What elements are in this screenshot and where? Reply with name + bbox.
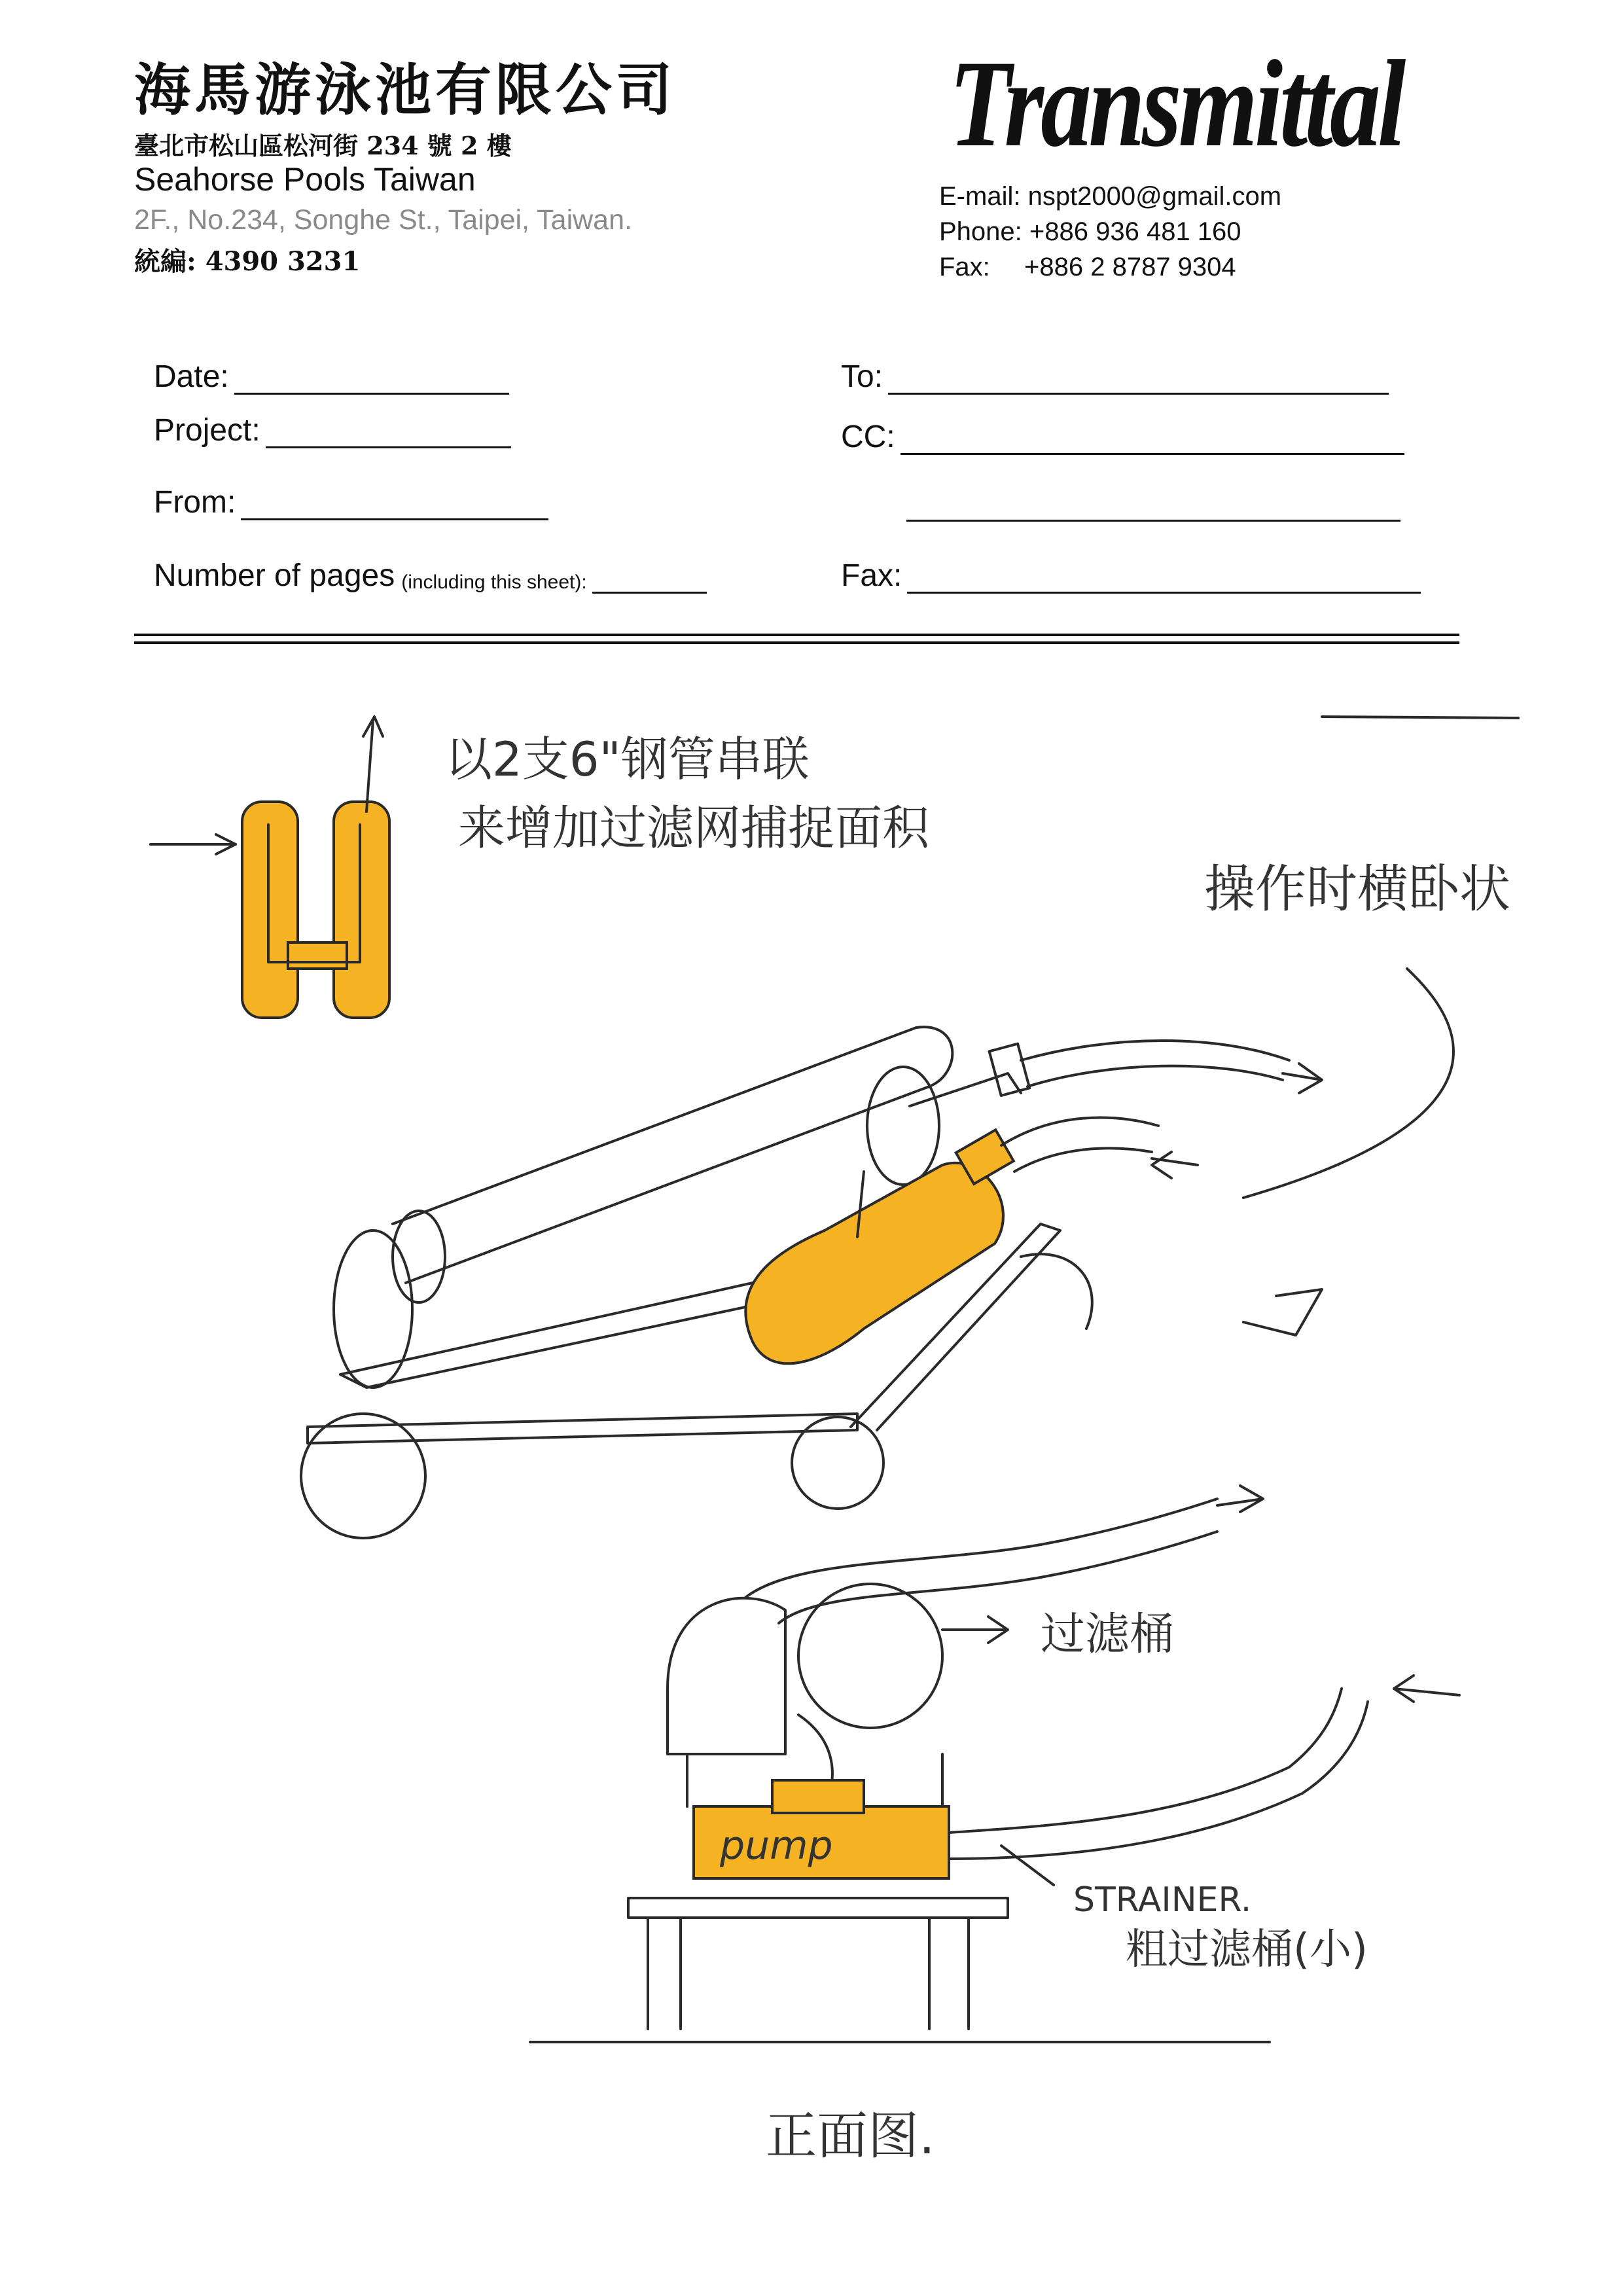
fax-input-line[interactable]	[907, 563, 1421, 594]
cc-field-extra	[906, 491, 1400, 522]
pages-note: (including this sheet):	[401, 571, 587, 593]
label-strainer-cn: 粗过滤桶(小)	[1126, 1926, 1368, 1974]
to-input-line[interactable]	[888, 364, 1389, 395]
fax-field	[841, 558, 1421, 594]
hand-sketch	[0, 655, 1623, 2296]
project-label: Project:	[154, 413, 260, 448]
date-field	[154, 359, 509, 395]
twin-pipe-sketch	[151, 717, 389, 1018]
contact-fax-number: +886 2 8787 9304	[1024, 253, 1236, 281]
fax-field-label: Fax:	[841, 558, 902, 593]
cc-field	[841, 419, 1404, 455]
tax-id: 統編: 4390 3231	[134, 246, 361, 277]
to-label: To:	[841, 359, 883, 394]
note-top-line2: 来增加过滤网捕捉面积	[458, 800, 930, 855]
header-divider-bottom	[134, 641, 1459, 644]
cc-input-line[interactable]	[901, 424, 1404, 455]
company-address-chinese: 臺北市松山區松河街 234 號 2 樓	[134, 131, 512, 160]
project-input-line[interactable]	[266, 418, 511, 448]
date-input-line[interactable]	[234, 364, 509, 395]
pages-label: Number of pages	[154, 558, 395, 593]
header-divider-top	[134, 634, 1459, 636]
stray-line	[1322, 717, 1518, 718]
company-name-chinese: 海馬游泳池有限公司	[134, 57, 676, 123]
to-field	[841, 359, 1389, 395]
cc-label: CC:	[841, 420, 895, 454]
company-name-english: Seahorse Pools Taiwan	[134, 161, 476, 198]
note-right-leader	[1243, 969, 1454, 1198]
project-field	[154, 412, 511, 448]
from-input-line[interactable]	[241, 490, 548, 520]
pages-field	[154, 558, 707, 594]
contact-email: E-mail: nspt2000@gmail.com	[939, 182, 1282, 211]
label-strainer-en: STRAINER.	[1073, 1880, 1252, 1920]
date-label: Date:	[154, 359, 229, 394]
contact-phone: Phone: +886 936 481 160	[939, 217, 1241, 246]
pages-input-line[interactable]	[592, 563, 707, 594]
contact-fax-label: Fax:	[939, 253, 990, 281]
label-pump: pump	[720, 1823, 833, 1869]
filter-assembly-sketch	[301, 1027, 1322, 1538]
label-front-view: 正面图.	[766, 2107, 935, 2166]
from-label: From:	[154, 485, 236, 520]
label-filter: 过滤桶	[1041, 1609, 1175, 1660]
company-address-english: 2F., No.234, Songhe St., Taipei, Taiwan.	[134, 204, 632, 236]
note-right: 操作时横卧状	[1204, 860, 1511, 919]
note-top-line1: 以2支6"钢管串联	[445, 732, 810, 787]
cc-extra-input-line[interactable]	[906, 491, 1400, 522]
from-field	[154, 484, 548, 520]
contact-fax	[939, 253, 1236, 282]
document-title: Transmittal	[949, 35, 1403, 173]
